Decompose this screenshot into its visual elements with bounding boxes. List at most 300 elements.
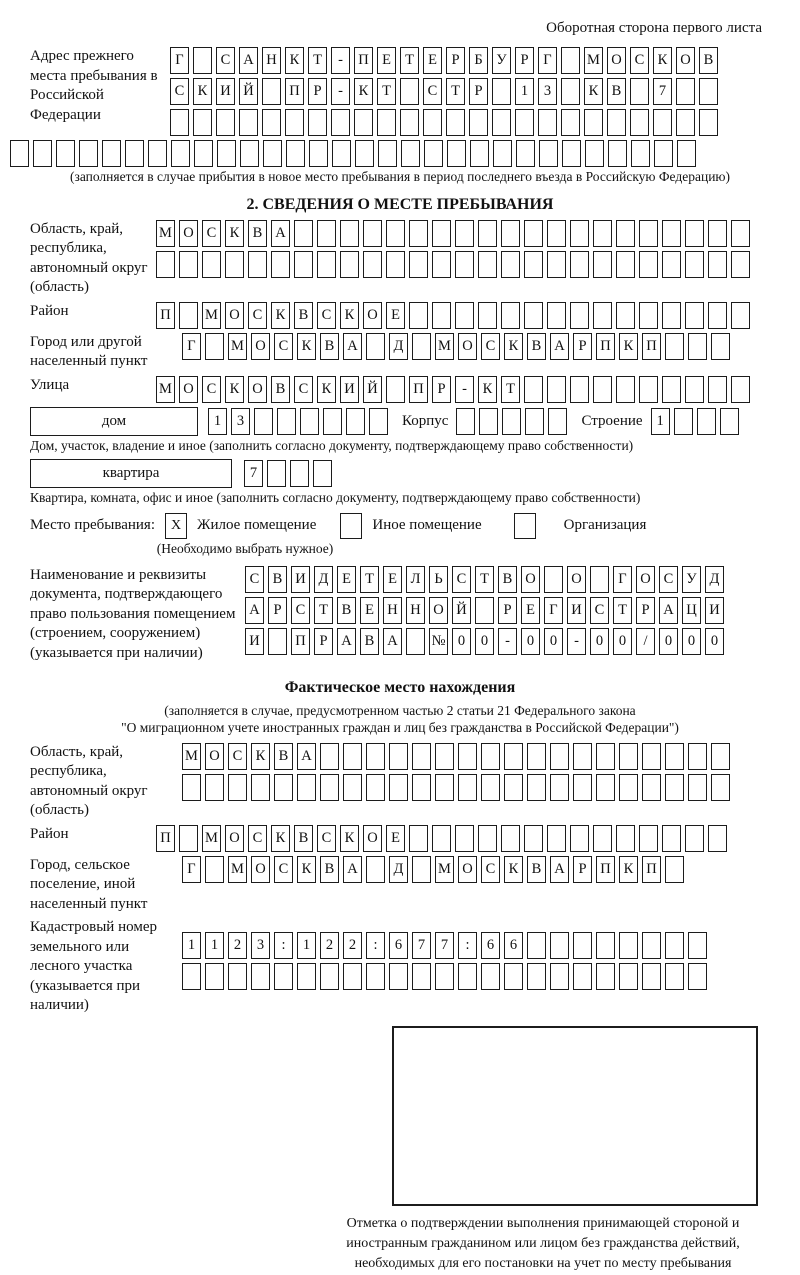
char-box[interactable] — [125, 140, 144, 167]
char-box[interactable] — [478, 251, 497, 278]
char-box[interactable]: М — [182, 743, 201, 770]
char-box[interactable]: Е — [383, 566, 402, 593]
char-box[interactable] — [685, 251, 704, 278]
char-box[interactable]: В — [268, 566, 287, 593]
char-box[interactable]: А — [383, 628, 402, 655]
char-box[interactable] — [478, 220, 497, 247]
char-box[interactable]: 2 — [228, 932, 247, 959]
char-box[interactable] — [590, 566, 609, 593]
char-box[interactable]: К — [271, 825, 290, 852]
char-box[interactable]: Р — [573, 333, 592, 360]
char-box[interactable] — [596, 932, 615, 959]
char-box[interactable] — [504, 743, 523, 770]
char-box[interactable] — [455, 825, 474, 852]
char-box[interactable] — [639, 302, 658, 329]
char-box[interactable] — [432, 825, 451, 852]
char-box[interactable] — [685, 302, 704, 329]
char-box[interactable] — [458, 963, 477, 990]
char-box[interactable] — [309, 140, 328, 167]
char-box[interactable]: : — [366, 932, 385, 959]
char-box[interactable]: 0 — [521, 628, 540, 655]
char-box[interactable] — [570, 251, 589, 278]
residential-checkbox[interactable]: X — [165, 513, 187, 539]
char-box[interactable]: Т — [446, 78, 465, 105]
char-box[interactable] — [639, 251, 658, 278]
char-box[interactable] — [527, 963, 546, 990]
char-box[interactable] — [409, 220, 428, 247]
char-box[interactable] — [524, 220, 543, 247]
char-box[interactable] — [708, 302, 727, 329]
char-box[interactable] — [527, 743, 546, 770]
char-box[interactable]: Г — [182, 856, 201, 883]
char-box[interactable] — [481, 963, 500, 990]
char-box[interactable]: 7 — [412, 932, 431, 959]
char-box[interactable] — [501, 825, 520, 852]
char-box[interactable]: К — [317, 376, 336, 403]
char-box[interactable] — [662, 376, 681, 403]
char-box[interactable]: Н — [262, 47, 281, 74]
char-box[interactable] — [216, 109, 235, 136]
char-box[interactable]: К — [251, 743, 270, 770]
char-box[interactable] — [297, 963, 316, 990]
char-box[interactable]: Г — [613, 566, 632, 593]
char-box[interactable] — [406, 628, 425, 655]
char-box[interactable]: - — [498, 628, 517, 655]
char-box[interactable]: Т — [400, 47, 419, 74]
char-box[interactable] — [386, 251, 405, 278]
char-box[interactable]: С — [481, 856, 500, 883]
char-box[interactable]: О — [248, 376, 267, 403]
char-box[interactable]: С — [590, 597, 609, 624]
char-box[interactable] — [332, 140, 351, 167]
char-box[interactable] — [708, 220, 727, 247]
char-box[interactable]: П — [156, 825, 175, 852]
char-box[interactable]: В — [294, 825, 313, 852]
char-box[interactable]: / — [636, 628, 655, 655]
char-box[interactable] — [642, 963, 661, 990]
char-box[interactable] — [685, 220, 704, 247]
char-box[interactable]: О — [251, 333, 270, 360]
char-box[interactable] — [386, 220, 405, 247]
char-box[interactable]: Е — [521, 597, 540, 624]
char-box[interactable]: 3 — [231, 408, 250, 435]
char-box[interactable]: П — [156, 302, 175, 329]
char-box[interactable]: 7 — [435, 932, 454, 959]
char-box[interactable] — [608, 140, 627, 167]
char-box[interactable] — [527, 774, 546, 801]
char-box[interactable] — [619, 932, 638, 959]
char-box[interactable] — [685, 376, 704, 403]
char-box[interactable] — [366, 963, 385, 990]
char-box[interactable] — [538, 109, 557, 136]
char-box[interactable]: О — [179, 220, 198, 247]
char-box[interactable]: Т — [360, 566, 379, 593]
char-box[interactable] — [400, 109, 419, 136]
char-box[interactable]: Д — [389, 333, 408, 360]
char-box[interactable] — [630, 109, 649, 136]
char-box[interactable]: О — [363, 302, 382, 329]
char-box[interactable] — [412, 743, 431, 770]
char-box[interactable]: 0 — [613, 628, 632, 655]
char-box[interactable]: П — [642, 856, 661, 883]
char-box[interactable]: О — [458, 856, 477, 883]
char-box[interactable]: М — [156, 220, 175, 247]
char-box[interactable]: А — [245, 597, 264, 624]
char-box[interactable] — [662, 825, 681, 852]
char-box[interactable] — [711, 774, 730, 801]
char-box[interactable] — [642, 774, 661, 801]
char-box[interactable] — [573, 963, 592, 990]
char-box[interactable] — [228, 774, 247, 801]
char-box[interactable] — [547, 825, 566, 852]
char-box[interactable] — [435, 774, 454, 801]
char-box[interactable]: А — [343, 333, 362, 360]
char-box[interactable] — [456, 408, 475, 435]
char-box[interactable] — [297, 774, 316, 801]
char-box[interactable] — [205, 774, 224, 801]
char-box[interactable] — [432, 302, 451, 329]
char-box[interactable] — [596, 963, 615, 990]
char-box[interactable] — [596, 774, 615, 801]
char-box[interactable]: В — [699, 47, 718, 74]
char-box[interactable] — [524, 302, 543, 329]
char-box[interactable] — [317, 251, 336, 278]
char-box[interactable] — [193, 47, 212, 74]
char-box[interactable]: В — [248, 220, 267, 247]
char-box[interactable] — [527, 932, 546, 959]
char-box[interactable] — [343, 743, 362, 770]
char-box[interactable] — [331, 109, 350, 136]
char-box[interactable]: 7 — [244, 460, 263, 487]
char-box[interactable]: Е — [377, 47, 396, 74]
char-box[interactable]: Н — [383, 597, 402, 624]
char-box[interactable] — [447, 140, 466, 167]
char-box[interactable] — [268, 628, 287, 655]
char-box[interactable] — [355, 140, 374, 167]
char-box[interactable]: О — [458, 333, 477, 360]
char-box[interactable] — [665, 856, 684, 883]
char-box[interactable] — [409, 825, 428, 852]
char-box[interactable]: С — [291, 597, 310, 624]
char-box[interactable] — [596, 743, 615, 770]
char-box[interactable]: 6 — [389, 932, 408, 959]
char-box[interactable]: 1 — [205, 932, 224, 959]
char-box[interactable] — [561, 47, 580, 74]
char-box[interactable]: С — [452, 566, 471, 593]
char-box[interactable] — [366, 774, 385, 801]
char-box[interactable] — [688, 963, 707, 990]
char-box[interactable]: О — [567, 566, 586, 593]
char-box[interactable] — [502, 408, 521, 435]
char-box[interactable] — [225, 251, 244, 278]
char-box[interactable] — [432, 220, 451, 247]
char-box[interactable] — [731, 376, 750, 403]
char-box[interactable] — [412, 774, 431, 801]
char-box[interactable] — [294, 220, 313, 247]
char-box[interactable] — [285, 109, 304, 136]
char-box[interactable] — [320, 774, 339, 801]
char-box[interactable] — [458, 774, 477, 801]
char-box[interactable] — [699, 109, 718, 136]
char-box[interactable] — [182, 774, 201, 801]
char-box[interactable]: - — [567, 628, 586, 655]
char-box[interactable] — [573, 743, 592, 770]
char-box[interactable] — [570, 376, 589, 403]
char-box[interactable]: К — [225, 220, 244, 247]
char-box[interactable]: Т — [613, 597, 632, 624]
char-box[interactable]: П — [409, 376, 428, 403]
char-box[interactable]: Й — [452, 597, 471, 624]
char-box[interactable]: 2 — [343, 932, 362, 959]
char-box[interactable]: 1 — [182, 932, 201, 959]
char-box[interactable] — [262, 109, 281, 136]
char-box[interactable]: К — [478, 376, 497, 403]
char-box[interactable] — [708, 376, 727, 403]
char-box[interactable] — [677, 140, 696, 167]
char-box[interactable]: 3 — [251, 932, 270, 959]
char-box[interactable] — [504, 963, 523, 990]
char-box[interactable] — [378, 140, 397, 167]
char-box[interactable]: И — [216, 78, 235, 105]
char-box[interactable] — [524, 251, 543, 278]
char-box[interactable] — [170, 109, 189, 136]
char-box[interactable] — [412, 856, 431, 883]
char-box[interactable]: Г — [544, 597, 563, 624]
char-box[interactable]: Т — [314, 597, 333, 624]
char-box[interactable] — [470, 140, 489, 167]
char-box[interactable] — [458, 743, 477, 770]
char-box[interactable]: К — [340, 825, 359, 852]
char-box[interactable] — [205, 963, 224, 990]
char-box[interactable]: П — [642, 333, 661, 360]
char-box[interactable] — [550, 774, 569, 801]
char-box[interactable]: М — [435, 333, 454, 360]
char-box[interactable]: 6 — [504, 932, 523, 959]
char-box[interactable] — [501, 251, 520, 278]
char-box[interactable]: Р — [268, 597, 287, 624]
char-box[interactable]: С — [228, 743, 247, 770]
char-box[interactable]: А — [659, 597, 678, 624]
char-box[interactable] — [148, 140, 167, 167]
char-box[interactable] — [435, 743, 454, 770]
char-box[interactable] — [619, 963, 638, 990]
char-box[interactable] — [271, 251, 290, 278]
char-box[interactable] — [290, 460, 309, 487]
char-box[interactable] — [343, 774, 362, 801]
char-box[interactable] — [547, 251, 566, 278]
char-box[interactable]: К — [297, 333, 316, 360]
char-box[interactable]: 0 — [659, 628, 678, 655]
char-box[interactable]: В — [271, 376, 290, 403]
char-box[interactable]: П — [596, 856, 615, 883]
char-box[interactable] — [366, 333, 385, 360]
char-box[interactable] — [711, 743, 730, 770]
char-box[interactable] — [639, 825, 658, 852]
char-box[interactable]: С — [216, 47, 235, 74]
char-box[interactable] — [323, 408, 342, 435]
char-box[interactable] — [317, 220, 336, 247]
char-box[interactable]: С — [317, 825, 336, 852]
char-box[interactable] — [363, 251, 382, 278]
char-box[interactable] — [642, 743, 661, 770]
char-box[interactable]: Б — [469, 47, 488, 74]
char-box[interactable] — [630, 78, 649, 105]
char-box[interactable] — [720, 408, 739, 435]
char-box[interactable]: В — [360, 628, 379, 655]
char-box[interactable]: В — [294, 302, 313, 329]
char-box[interactable] — [573, 932, 592, 959]
char-box[interactable]: О — [225, 302, 244, 329]
char-box[interactable]: Ц — [682, 597, 701, 624]
char-box[interactable] — [156, 251, 175, 278]
char-box[interactable]: О — [363, 825, 382, 852]
char-box[interactable] — [662, 251, 681, 278]
char-box[interactable] — [412, 963, 431, 990]
char-box[interactable]: О — [676, 47, 695, 74]
char-box[interactable]: 0 — [475, 628, 494, 655]
char-box[interactable]: К — [354, 78, 373, 105]
char-box[interactable] — [584, 109, 603, 136]
char-box[interactable]: Г — [538, 47, 557, 74]
char-box[interactable]: О — [429, 597, 448, 624]
char-box[interactable] — [377, 109, 396, 136]
char-box[interactable] — [481, 774, 500, 801]
char-box[interactable] — [56, 140, 75, 167]
char-box[interactable] — [363, 220, 382, 247]
char-box[interactable]: И — [705, 597, 724, 624]
char-box[interactable] — [320, 963, 339, 990]
char-box[interactable]: К — [297, 856, 316, 883]
char-box[interactable]: В — [320, 856, 339, 883]
char-box[interactable] — [423, 109, 442, 136]
char-box[interactable] — [171, 140, 190, 167]
char-box[interactable] — [593, 825, 612, 852]
char-box[interactable]: П — [285, 78, 304, 105]
char-box[interactable] — [217, 140, 236, 167]
char-box[interactable]: С — [248, 302, 267, 329]
char-box[interactable]: 0 — [452, 628, 471, 655]
char-box[interactable]: Р — [314, 628, 333, 655]
char-box[interactable]: Т — [308, 47, 327, 74]
char-box[interactable] — [274, 963, 293, 990]
char-box[interactable]: К — [193, 78, 212, 105]
char-box[interactable] — [607, 109, 626, 136]
char-box[interactable] — [616, 220, 635, 247]
char-box[interactable]: К — [271, 302, 290, 329]
char-box[interactable]: 0 — [682, 628, 701, 655]
char-box[interactable]: К — [619, 856, 638, 883]
organization-checkbox[interactable] — [514, 513, 536, 539]
char-box[interactable] — [179, 302, 198, 329]
char-box[interactable]: 1 — [651, 408, 670, 435]
char-box[interactable] — [409, 302, 428, 329]
char-box[interactable] — [455, 302, 474, 329]
char-box[interactable] — [593, 376, 612, 403]
char-box[interactable]: С — [317, 302, 336, 329]
char-box[interactable]: Е — [337, 566, 356, 593]
char-box[interactable]: Е — [386, 825, 405, 852]
char-box[interactable] — [570, 220, 589, 247]
char-box[interactable] — [619, 774, 638, 801]
char-box[interactable]: 1 — [297, 932, 316, 959]
char-box[interactable]: 0 — [590, 628, 609, 655]
char-box[interactable]: Т — [377, 78, 396, 105]
char-box[interactable]: Р — [469, 78, 488, 105]
char-box[interactable]: М — [156, 376, 175, 403]
char-box[interactable] — [562, 140, 581, 167]
char-box[interactable] — [493, 140, 512, 167]
char-box[interactable]: А — [271, 220, 290, 247]
char-box[interactable] — [593, 302, 612, 329]
char-box[interactable]: К — [653, 47, 672, 74]
char-box[interactable] — [697, 408, 716, 435]
char-box[interactable]: А — [337, 628, 356, 655]
char-box[interactable] — [501, 302, 520, 329]
char-box[interactable]: - — [331, 47, 350, 74]
char-box[interactable]: В — [498, 566, 517, 593]
char-box[interactable] — [424, 140, 443, 167]
char-box[interactable]: И — [567, 597, 586, 624]
char-box[interactable] — [616, 302, 635, 329]
char-box[interactable]: М — [435, 856, 454, 883]
char-box[interactable]: 1 — [515, 78, 534, 105]
char-box[interactable]: 3 — [538, 78, 557, 105]
char-box[interactable]: Р — [515, 47, 534, 74]
char-box[interactable] — [515, 109, 534, 136]
char-box[interactable] — [676, 109, 695, 136]
char-box[interactable]: Е — [423, 47, 442, 74]
char-box[interactable]: Р — [308, 78, 327, 105]
char-box[interactable] — [662, 220, 681, 247]
char-box[interactable] — [665, 963, 684, 990]
char-box[interactable] — [400, 78, 419, 105]
char-box[interactable] — [481, 743, 500, 770]
char-box[interactable] — [369, 408, 388, 435]
char-box[interactable] — [202, 251, 221, 278]
char-box[interactable] — [616, 825, 635, 852]
char-box[interactable]: А — [550, 856, 569, 883]
char-box[interactable] — [409, 251, 428, 278]
char-box[interactable] — [300, 408, 319, 435]
char-box[interactable] — [547, 376, 566, 403]
char-box[interactable]: Г — [182, 333, 201, 360]
char-box[interactable] — [492, 78, 511, 105]
char-box[interactable]: Л — [406, 566, 425, 593]
char-box[interactable]: С — [170, 78, 189, 105]
char-box[interactable] — [639, 376, 658, 403]
char-box[interactable] — [570, 825, 589, 852]
char-box[interactable] — [711, 333, 730, 360]
char-box[interactable] — [277, 408, 296, 435]
char-box[interactable]: В — [607, 78, 626, 105]
char-box[interactable] — [478, 302, 497, 329]
char-box[interactable]: О — [521, 566, 540, 593]
char-box[interactable] — [401, 140, 420, 167]
char-box[interactable]: А — [297, 743, 316, 770]
char-box[interactable] — [10, 140, 29, 167]
char-box[interactable] — [731, 302, 750, 329]
char-box[interactable] — [708, 251, 727, 278]
char-box[interactable]: С — [245, 566, 264, 593]
char-box[interactable] — [251, 774, 270, 801]
char-box[interactable] — [547, 220, 566, 247]
char-box[interactable] — [570, 302, 589, 329]
char-box[interactable]: С — [659, 566, 678, 593]
char-box[interactable]: С — [274, 333, 293, 360]
char-box[interactable]: М — [228, 333, 247, 360]
char-box[interactable]: 6 — [481, 932, 500, 959]
char-box[interactable] — [547, 302, 566, 329]
